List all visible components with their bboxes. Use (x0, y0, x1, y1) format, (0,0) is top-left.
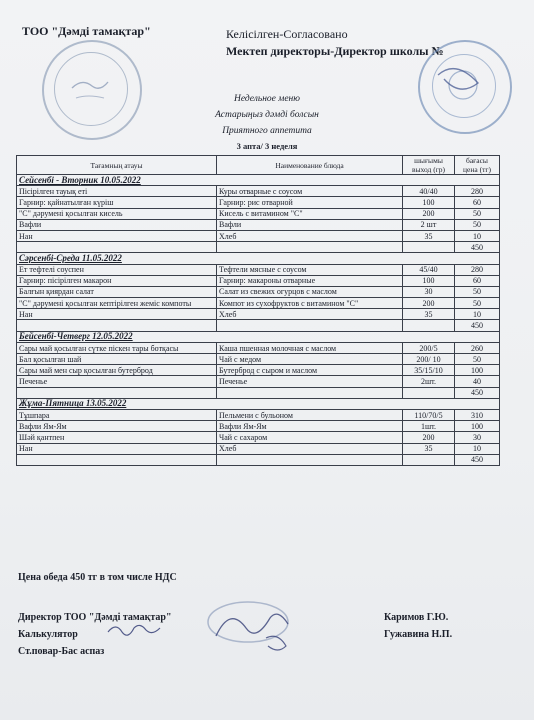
dish-price: 100 (455, 365, 500, 376)
table-row (17, 409, 500, 420)
table-row (17, 186, 500, 197)
dish-price: 50 (455, 208, 500, 219)
dish-price: 60 (455, 197, 500, 208)
dish-price: 280 (455, 264, 500, 275)
dish-output: 35 (403, 443, 455, 454)
dish-output: 35 (403, 309, 455, 320)
dish-output: 35 (403, 230, 455, 241)
dish-kz: Ет тефтелі соуспен (17, 264, 217, 275)
dish-output: 35/15/10 (403, 365, 455, 376)
dish-kz: Нан (17, 443, 217, 454)
dish-kz: Вафли Ям-Ям (17, 421, 217, 432)
dish-ru: Бутерброд с сыром и маслом (217, 365, 403, 376)
dish-kz: "С" дәрумені қосылған кисель (17, 208, 217, 219)
dish-ru: Вафли (217, 219, 403, 230)
dish-price: 50 (455, 354, 500, 365)
approval-label: Келісілген-Согласовано (226, 27, 348, 41)
dish-price: 50 (455, 298, 500, 309)
table-header-row (17, 156, 500, 175)
table-row (17, 298, 500, 309)
dish-price: 100 (455, 421, 500, 432)
school-director-label: Мектеп директоры-Директор школы № (226, 44, 444, 58)
dish-price: 310 (455, 409, 500, 420)
dish-price: 10 (455, 443, 500, 454)
week-label: 3 апта/ 3 неделя (236, 141, 298, 151)
dish-ru: Кисель с витамином "С" (217, 208, 403, 219)
col-header-ru: Наименование блюда (217, 156, 403, 175)
dish-price: 10 (455, 230, 500, 241)
dish-price: 60 (455, 275, 500, 286)
table-row (17, 219, 500, 230)
day-row (17, 398, 500, 409)
dish-output: 100 (403, 197, 455, 208)
dish-output: 200/5 (403, 342, 455, 353)
col-header-price-kz: бағасы (466, 156, 488, 165)
menu-title: Недельное меню (234, 94, 300, 104)
dish-price: 40 (455, 376, 500, 387)
day-title: Жұма-Пятница 13.05.2022 (17, 398, 500, 409)
dish-output: 40/40 (403, 186, 455, 197)
table-row (17, 342, 500, 353)
col-header-price (455, 156, 500, 175)
dish-kz: Балғын қиярдан салат (17, 286, 217, 297)
total-row (17, 387, 500, 398)
day-row (17, 253, 500, 264)
table-row (17, 354, 500, 365)
dish-price: 50 (455, 286, 500, 297)
dish-ru: Тефтели мясные с соусом (217, 264, 403, 275)
day-total: 450 (455, 387, 500, 398)
dish-price: 50 (455, 219, 500, 230)
company-stamp (42, 40, 142, 140)
dish-kz: Гарнир: қайнатылған күріш (17, 197, 217, 208)
day-title: Сейсенбі - Вторник 10.05.2022 (17, 175, 500, 186)
col-header-kz: Тағамның атауы (17, 156, 217, 175)
table-row (17, 443, 500, 454)
col-header-output-kz: шығымы (414, 156, 443, 165)
company-name: ТОО "Дәмді тамақтар" (22, 24, 151, 38)
dish-output: 100 (403, 275, 455, 286)
day-total: 450 (455, 242, 500, 253)
head-cook-label: Ст.повар-Бас аспаз (18, 646, 105, 657)
dish-ru: Куры отварные с соусом (217, 186, 403, 197)
total-row (17, 454, 500, 465)
dish-ru: Компот из сухофруктов с витамином "С" (217, 298, 403, 309)
dish-price: 10 (455, 309, 500, 320)
dish-output: 2шт. (403, 376, 455, 387)
table-row (17, 421, 500, 432)
day-total: 450 (455, 454, 500, 465)
director-signature (196, 596, 306, 658)
dish-kz: "С" дәрумені қосылған кептірілген жеміс компоты (17, 298, 217, 309)
dish-output: 1шт. (403, 421, 455, 432)
table-row (17, 376, 500, 387)
dish-price: 30 (455, 432, 500, 443)
col-header-output (403, 156, 455, 175)
dish-ru: Хлеб (217, 230, 403, 241)
col-header-price-ru: цена (тг) (463, 165, 491, 174)
day-row (17, 175, 500, 186)
day-title: Бейсенбі-Четверг 12.05.2022 (17, 331, 500, 342)
menu-greeting-ru: Приятного аппетита (222, 126, 312, 136)
dish-kz: Пісірілген тауық еті (17, 186, 217, 197)
dish-output: 200 (403, 432, 455, 443)
calculator-name: Гужавина Н.П. (384, 629, 453, 640)
dish-ru: Гарнир: макароны отварные (217, 275, 403, 286)
table-row (17, 432, 500, 443)
dish-price: 260 (455, 342, 500, 353)
table-row (17, 309, 500, 320)
dish-kz: Шәй қантпен (17, 432, 217, 443)
dish-output: 110/70/5 (403, 409, 455, 420)
dish-output: 200 (403, 298, 455, 309)
total-row (17, 242, 500, 253)
dish-kz: Гарнир: пісірілген макарон (17, 275, 217, 286)
table-row (17, 275, 500, 286)
menu-table (16, 155, 500, 466)
day-row (17, 331, 500, 342)
director-label: Директор ТОО "Дәмді тамақтар" (18, 612, 172, 623)
dish-output: 200/ 10 (403, 354, 455, 365)
day-title: Сәрсенбі-Среда 11.05.2022 (17, 253, 500, 264)
total-row (17, 320, 500, 331)
dish-output: 200 (403, 208, 455, 219)
dish-output: 45/40 (403, 264, 455, 275)
dish-kz: Печенье (17, 376, 217, 387)
dish-ru: Печенье (217, 376, 403, 387)
calculator-label: Калькулятор (18, 629, 78, 640)
dish-ru: Вафли Ям-Ям (217, 421, 403, 432)
dish-ru: Гарнир: рис отварной (217, 197, 403, 208)
dish-kz: Сары май мен сыр қосылған бутерброд (17, 365, 217, 376)
dish-kz: Тұшпара (17, 409, 217, 420)
table-row (17, 230, 500, 241)
dish-kz: Сары май қосылған сүтке піскен тары ботқасы (17, 342, 217, 353)
table-row (17, 208, 500, 219)
dish-output: 30 (403, 286, 455, 297)
dish-kz: Вафли (17, 219, 217, 230)
dish-ru: Каша пшенная молочная с маслом (217, 342, 403, 353)
dish-ru: Хлеб (217, 443, 403, 454)
calculator-signature (104, 620, 164, 642)
dish-kz: Нан (17, 309, 217, 320)
dish-ru: Чай с медом (217, 354, 403, 365)
dish-ru: Чай с сахаром (217, 432, 403, 443)
col-header-output-ru: выход (гр) (411, 165, 446, 174)
price-note: Цена обеда 450 тг в том числе НДС (18, 572, 177, 583)
dish-ru: Хлеб (217, 309, 403, 320)
table-row (17, 286, 500, 297)
dish-ru: Пельмени с бульоном (217, 409, 403, 420)
dish-price: 280 (455, 186, 500, 197)
day-total: 450 (455, 320, 500, 331)
table-row (17, 197, 500, 208)
menu-greeting-kz: Астарыңыз дәмді болсын (215, 110, 319, 120)
dish-kz: Бал қосылған шай (17, 354, 217, 365)
dish-ru: Салат из свежих огурцов с маслом (217, 286, 403, 297)
dish-output: 2 шт (403, 219, 455, 230)
dish-kz: Нан (17, 230, 217, 241)
director-name: Каримов Г.Ю. (384, 612, 449, 623)
table-row (17, 365, 500, 376)
table-row (17, 264, 500, 275)
